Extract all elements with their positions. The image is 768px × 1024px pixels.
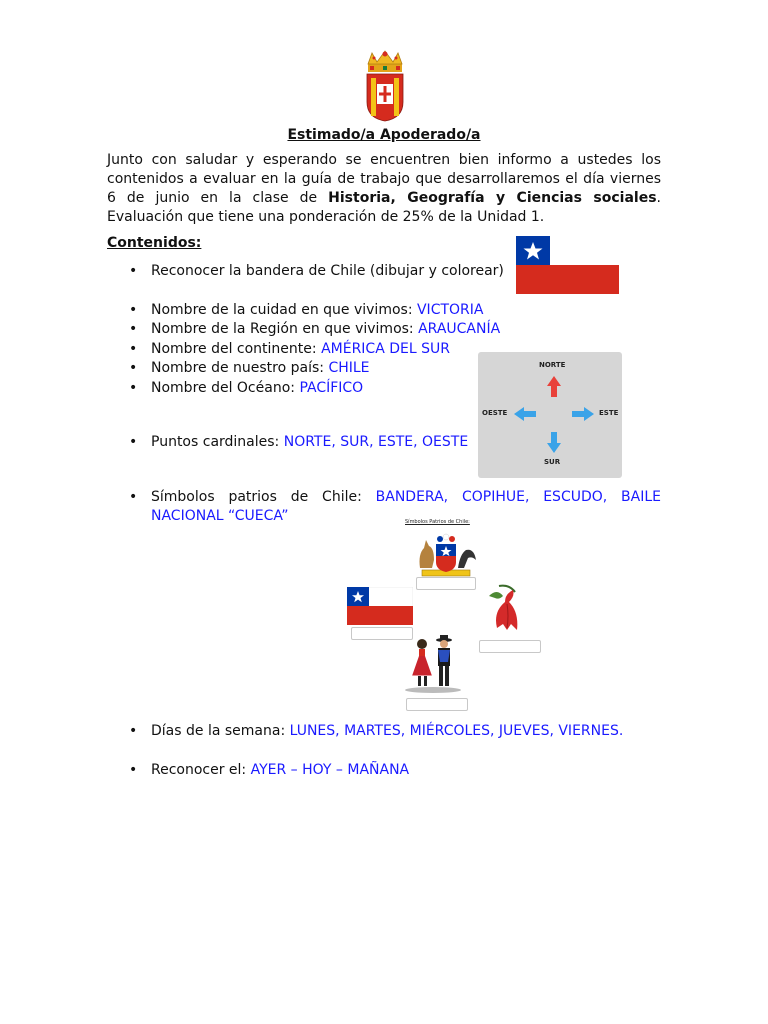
cueca-dancers-image bbox=[402, 632, 464, 694]
list-item-weekdays: Días de la semana: LUNES, MARTES, MIÉRCOLES, JUEVES, VIERNES. bbox=[151, 723, 624, 739]
chile-coat-of-arms-image bbox=[412, 530, 480, 578]
page-title: Estimado/a Apoderado/a bbox=[287, 127, 481, 143]
list-item-cardinal-points: Puntos cardinales: NORTE, SUR, ESTE, OESTE bbox=[151, 434, 469, 450]
cueca-label-box bbox=[406, 698, 468, 711]
list-item-region: Nombre de la Región en que vivimos: ARAUCANÍA bbox=[151, 321, 501, 337]
compass-rose-image bbox=[478, 352, 622, 478]
compass-east-label: ESTE bbox=[599, 409, 619, 417]
intro-paragraph: Junto con saludar y esperando se encuentren bien informo a ustedes los contenidos a evaluar en la guía de trabajo que desarrollaremos el día viernes 6 de junio en la clase de Historia, Geografía y Ciencias sociales. Evaluación que tiene una ponderación de 25% de la Unidad 1. bbox=[107, 152, 661, 225]
coat-of-arms-crest-icon bbox=[362, 50, 408, 122]
bullet: • bbox=[129, 321, 138, 337]
list-item-continent: Nombre del continente: AMÉRICA DEL SUR bbox=[151, 341, 450, 357]
bullet: • bbox=[129, 360, 138, 376]
compass-west-label: OESTE bbox=[482, 409, 508, 417]
copihue-flower-image bbox=[479, 582, 537, 634]
bullet: • bbox=[129, 263, 138, 279]
list-item-city: Nombre de la cuidad en que vivimos: VICTORIA bbox=[151, 302, 484, 318]
list-item-country: Nombre de nuestro país: CHILE bbox=[151, 360, 370, 376]
collage-title: Símbolos Patrios de Chile: bbox=[405, 519, 470, 525]
bullet: • bbox=[129, 723, 138, 739]
list-item-yesterday-today-tomorrow: Reconocer el: AYER – HOY – MAÑANA bbox=[151, 762, 410, 778]
bullet: • bbox=[129, 762, 138, 778]
bullet: • bbox=[129, 380, 138, 396]
contenidos-heading: Contenidos: bbox=[107, 235, 202, 251]
chile-flag-collage-image bbox=[347, 587, 413, 625]
bullet: • bbox=[129, 302, 138, 318]
compass-north-label: NORTE bbox=[539, 361, 566, 369]
bullet: • bbox=[129, 341, 138, 357]
list-item-national-symbols: Símbolos patrios de Chile: BANDERA, COPIHUE, ESCUDO, BAILE NACIONAL “CUECA” bbox=[151, 489, 662, 524]
list-item-ocean: Nombre del Océano: PACÍFICO bbox=[151, 380, 364, 396]
copihue-label-box bbox=[479, 640, 541, 653]
coat-of-arms-label-box bbox=[416, 577, 476, 590]
south-arrow-icon bbox=[547, 432, 561, 453]
bullet: • bbox=[129, 434, 138, 450]
west-arrow-icon bbox=[514, 407, 536, 421]
east-arrow-icon bbox=[572, 407, 594, 421]
north-arrow-icon bbox=[547, 376, 561, 397]
bullet: • bbox=[129, 489, 138, 505]
compass-south-label: SUR bbox=[544, 458, 561, 466]
chile-flag-image bbox=[516, 236, 619, 294]
list-item-flag: Reconocer la bandera de Chile (dibujar y colorear) bbox=[151, 263, 504, 279]
